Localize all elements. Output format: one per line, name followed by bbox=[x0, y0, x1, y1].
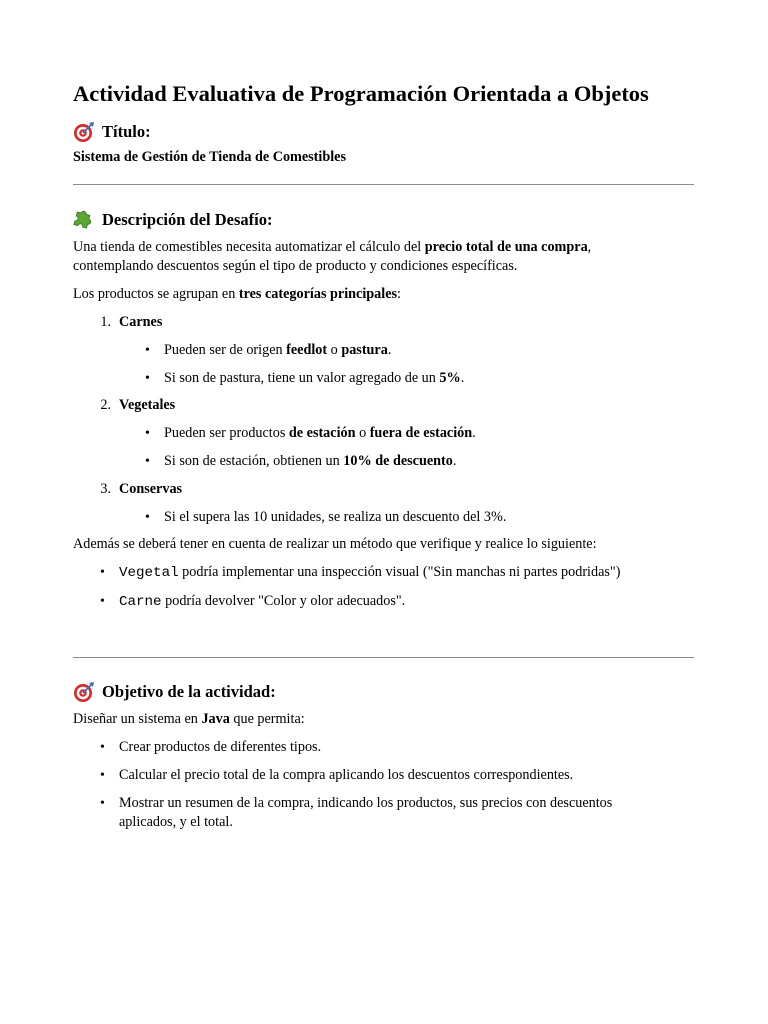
target-icon bbox=[73, 121, 95, 143]
titulo-heading bbox=[73, 121, 151, 143]
descripcion-paragraph-2 bbox=[73, 285, 703, 304]
code-run: Vegetal bbox=[119, 565, 179, 581]
descripcion-paragraph-3: Además se deberá tener en cuenta de realizar un método que verifique y realice lo siguiente: bbox=[73, 536, 597, 552]
target-icon bbox=[73, 681, 95, 703]
list-number: 1. bbox=[100, 314, 111, 330]
bullet: • bbox=[100, 796, 105, 811]
titulo-heading-text: Título: bbox=[102, 122, 151, 141]
descripcion-heading-text: Descripción del Desafío: bbox=[102, 210, 273, 229]
list-item: Si el supera las 10 unidades, se realiza un descuento del 3%. bbox=[164, 509, 507, 525]
code-run: Carne bbox=[119, 594, 162, 610]
list-item: Pueden ser productos de estación o fuera de estación. bbox=[164, 425, 476, 441]
list-item: Si son de estación, obtienen un 10% de descuento. bbox=[164, 453, 457, 469]
objetivo-heading-text: Objetivo de la actividad: bbox=[102, 682, 276, 701]
bullet: • bbox=[145, 510, 150, 525]
divider bbox=[73, 657, 694, 658]
text-run: Diseñar un sistema en bbox=[73, 711, 202, 727]
method-item bbox=[119, 563, 620, 583]
text-run: , bbox=[587, 239, 592, 255]
text-run: podría devolver "Color y olor adecuados". bbox=[161, 593, 406, 609]
list-item: Pueden ser de origen feedlot o pastura. bbox=[164, 342, 392, 358]
descripcion-heading bbox=[73, 209, 272, 231]
bold-run: precio total de una compra bbox=[424, 239, 588, 255]
list-number: 3. bbox=[100, 481, 111, 497]
text-run: : bbox=[397, 286, 401, 302]
bold-run: tres categorías principales bbox=[238, 286, 398, 302]
objective-item: Mostrar un resumen de la compra, indicando los productos, sus precios con descuentos bbox=[119, 795, 613, 811]
document-subtitle: Sistema de Gestión de Tienda de Comestibles bbox=[73, 149, 346, 165]
bullet: • bbox=[145, 371, 150, 386]
list-number: 2. bbox=[100, 397, 111, 413]
descripcion-paragraph-1 bbox=[73, 238, 703, 276]
method-item bbox=[119, 592, 405, 612]
objective-item: Crear productos de diferentes tipos. bbox=[119, 739, 322, 755]
bullet: • bbox=[100, 740, 105, 755]
category-name: Vegetales bbox=[119, 397, 176, 413]
document-title: Actividad Evaluativa de Programación Orientada a Objetos bbox=[73, 81, 649, 106]
puzzle-icon bbox=[73, 209, 95, 231]
category-name: Conservas bbox=[119, 481, 183, 497]
bullet: • bbox=[100, 565, 105, 580]
bullet: • bbox=[145, 426, 150, 441]
bullet: • bbox=[100, 594, 105, 609]
text-run: que permita: bbox=[229, 711, 305, 727]
text-run: contemplando descuentos según el tipo de producto y condiciones específicas. bbox=[73, 258, 518, 274]
text-run: Los productos se agrupan en bbox=[73, 286, 239, 302]
objetivo-heading bbox=[73, 681, 276, 703]
text-run: Una tienda de comestibles necesita automatizar el cálculo del bbox=[73, 239, 425, 255]
bullet: • bbox=[100, 768, 105, 783]
objective-item: Calcular el precio total de la compra aplicando los descuentos correspondientes. bbox=[119, 767, 574, 783]
list-item: Si son de pastura, tiene un valor agregado de un 5%. bbox=[164, 370, 465, 386]
text-run: podría implementar una inspección visual ("Sin manchas ni partes podridas") bbox=[178, 564, 621, 580]
category-name: Carnes bbox=[119, 314, 163, 330]
objective-item-continuation: aplicados, y el total. bbox=[119, 814, 233, 830]
bullet: • bbox=[145, 343, 150, 358]
bold-run: Java bbox=[201, 711, 230, 727]
divider bbox=[73, 184, 694, 185]
objetivo-intro bbox=[73, 710, 703, 729]
bullet: • bbox=[145, 454, 150, 469]
